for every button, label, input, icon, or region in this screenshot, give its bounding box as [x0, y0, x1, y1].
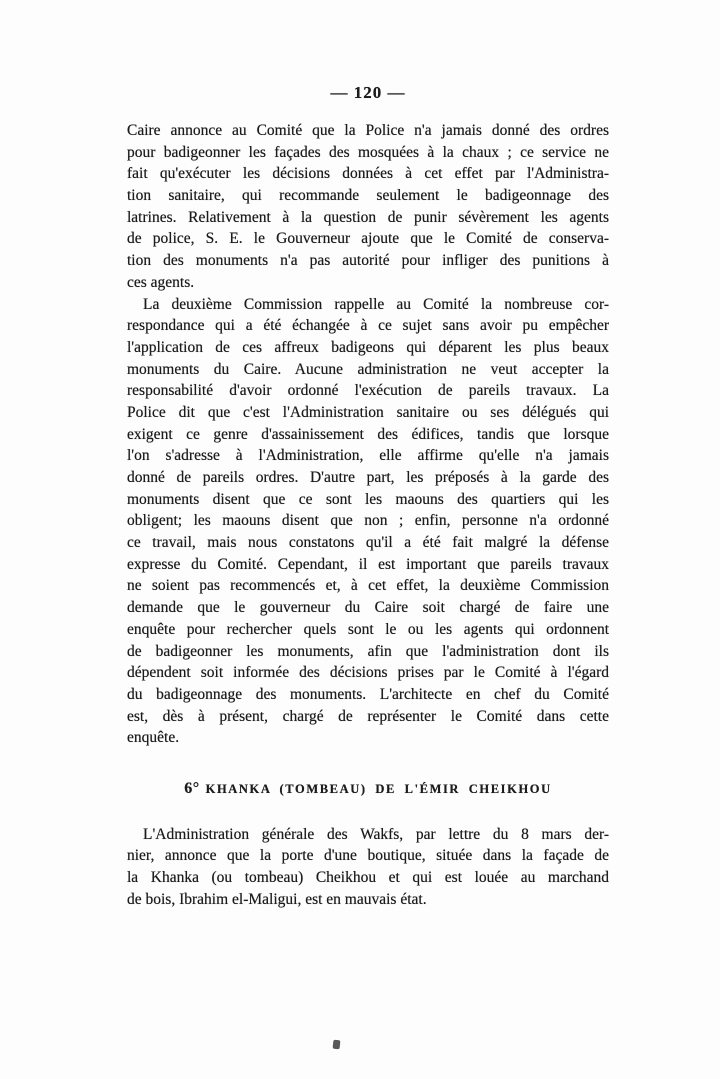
text-line: fait qu'exécuter les décisions données à cet effet par l'Administra- [127, 165, 609, 183]
text-line: monuments disent que ce sont les maouns des quartiers qui les [127, 490, 609, 508]
ink-spot [333, 1040, 341, 1050]
section-heading [127, 778, 609, 801]
text-line: dépendent soit informée des décisions prises par le Comité à l'égard [127, 664, 609, 682]
text-line: responsabilité d'avoir ordonné l'exécution de pareils travaux. La [127, 382, 609, 400]
text-line: latrines. Relativement à la question de punir sévèrement les agents [127, 208, 609, 226]
paragraph [127, 294, 609, 749]
text-line: nier, annonce que la porte d'une boutique, située dans la façade de [127, 847, 609, 865]
text-line: expresse du Comité. Cependant, il est important que pareils travaux [127, 555, 609, 573]
text-line: La deuxième Commission rappelle au Comité la nombreuse cor- [143, 295, 609, 313]
text-line: exigent ce genre d'assainissement des édifices, tandis que lorsque [127, 425, 609, 443]
text-line: tion sanitaire, qui recommande seulement le badigeonnage des [127, 187, 609, 205]
text-line: ces agents. [127, 273, 195, 291]
text-line: la Khanka (ou tombeau) Cheikhou et qui est louée au marchand [127, 869, 609, 887]
text-line: L'Administration générale des Wakfs, par lettre du 8 mars der- [143, 825, 609, 843]
text-line: du badigeonnage des monuments. L'architecte en chef du Comité [127, 685, 609, 703]
text-line: obligent; les maouns disent que non ; enfin, personne n'a ordonné [127, 512, 609, 530]
paragraph [127, 824, 609, 911]
text-line: Police dit que c'est l'Administration sanitaire ou ses délégués qui [127, 403, 609, 421]
text-line: ne soient pas recommencés et, à cet effet, la deuxième Commission [127, 577, 609, 595]
page-number: — 120 — [330, 83, 406, 102]
text-line: de badigeonner les monuments, afin que l'administration dont ils [127, 642, 609, 660]
paragraph [127, 120, 609, 294]
text-line: Caire annonce au Comité que la Police n'a jamais donné des ordres [127, 122, 609, 139]
text-line: de bois, Ibrahim el-Maligui, est en mauvais état. [127, 890, 427, 908]
text-line: tion des monuments n'a pas autorité pour infliger des punitions à [127, 252, 609, 270]
body-text [127, 120, 609, 910]
section-title: KHANKA (TOMBEAU) DE L'ÉMIR CHEIKHOU [205, 781, 552, 796]
text-line: enquête pour rechercher quels sont le ou les agents qui ordonnent [127, 620, 609, 638]
text-line: ce travail, mais nous constatons qu'il a été fait malgré la défense [127, 534, 609, 552]
text-line: l'application de ces affreux badigeons qui déparent les plus beaux [127, 338, 609, 356]
section-number: 6° [184, 779, 200, 797]
text-line: donné de pareils ordres. D'autre part, les préposés à la garde des [127, 469, 609, 486]
text-line: enquête. [127, 729, 180, 747]
text-line: l'on s'adresse à l'Administration, elle affirme qu'elle n'a jamais [127, 447, 609, 465]
text-line: est, dès à présent, chargé de représenter le Comité dans cette [127, 707, 609, 725]
text-line: demande que le gouverneur du Caire soit chargé de faire une [127, 599, 609, 617]
text-line: respondance qui a été échangée à ce sujet sans avoir pu empêcher [127, 317, 609, 335]
text-line: de police, S. E. le Gouverneur ajoute que le Comité de conserva- [127, 230, 609, 248]
text-line: monuments du Caire. Aucune administration ne veut accepter la [127, 360, 609, 378]
text-line: pour badigeonner les façades des mosquées à la chaux ; ce service ne [127, 143, 609, 161]
